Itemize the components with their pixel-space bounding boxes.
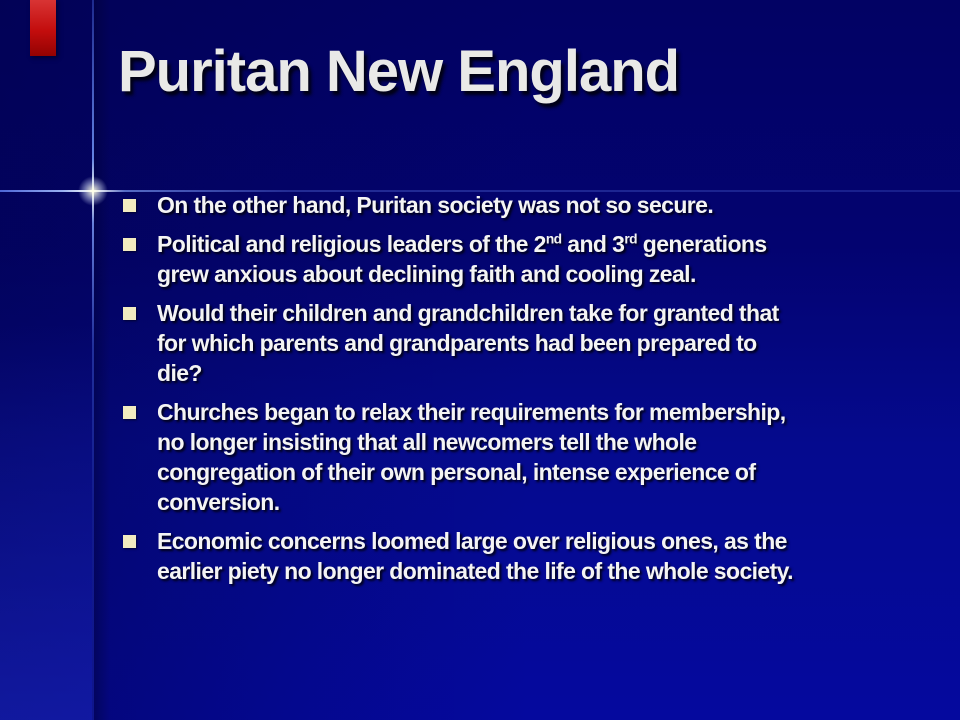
vertical-accent-line: [92, 0, 94, 720]
bullet-item: [123, 298, 923, 388]
bullet-text: Economic concerns loomed large over religious ones, as the earlier piety no longer dominated the life of the whole society.: [157, 528, 793, 584]
bullet-square-icon: [123, 199, 136, 212]
bullet-text: Would their children and grandchildren take for granted that for which parents and grandparents had been prepared to die?: [157, 300, 779, 386]
bullet-item: [123, 190, 923, 220]
slide-title: Puritan New England: [118, 39, 680, 104]
left-margin-column: [0, 0, 92, 720]
bullet-square-icon: [123, 307, 136, 320]
bullet-item: [123, 526, 923, 586]
bullet-item: [123, 397, 923, 517]
bullet-text: Churches began to relax their requirements for membership, no longer insisting that all newcomers tell the whole congregation of their own personal, intense experience of conversion.: [157, 399, 786, 515]
crosshair-flare-icon: [78, 176, 108, 206]
red-ribbon-accent: [30, 0, 56, 56]
bullet-square-icon: [123, 406, 136, 419]
bullet-list: [123, 190, 923, 595]
bullet-square-icon: [123, 535, 136, 548]
vertical-line-shadow: [94, 0, 110, 720]
bullet-text: Political and religious leaders of the 2nd and 3rd generations grew anxious about declining faith and cooling zeal.: [157, 231, 767, 287]
bullet-item: [123, 229, 923, 289]
bullet-square-icon: [123, 238, 136, 251]
bullet-text: On the other hand, Puritan society was not so secure.: [157, 192, 714, 218]
